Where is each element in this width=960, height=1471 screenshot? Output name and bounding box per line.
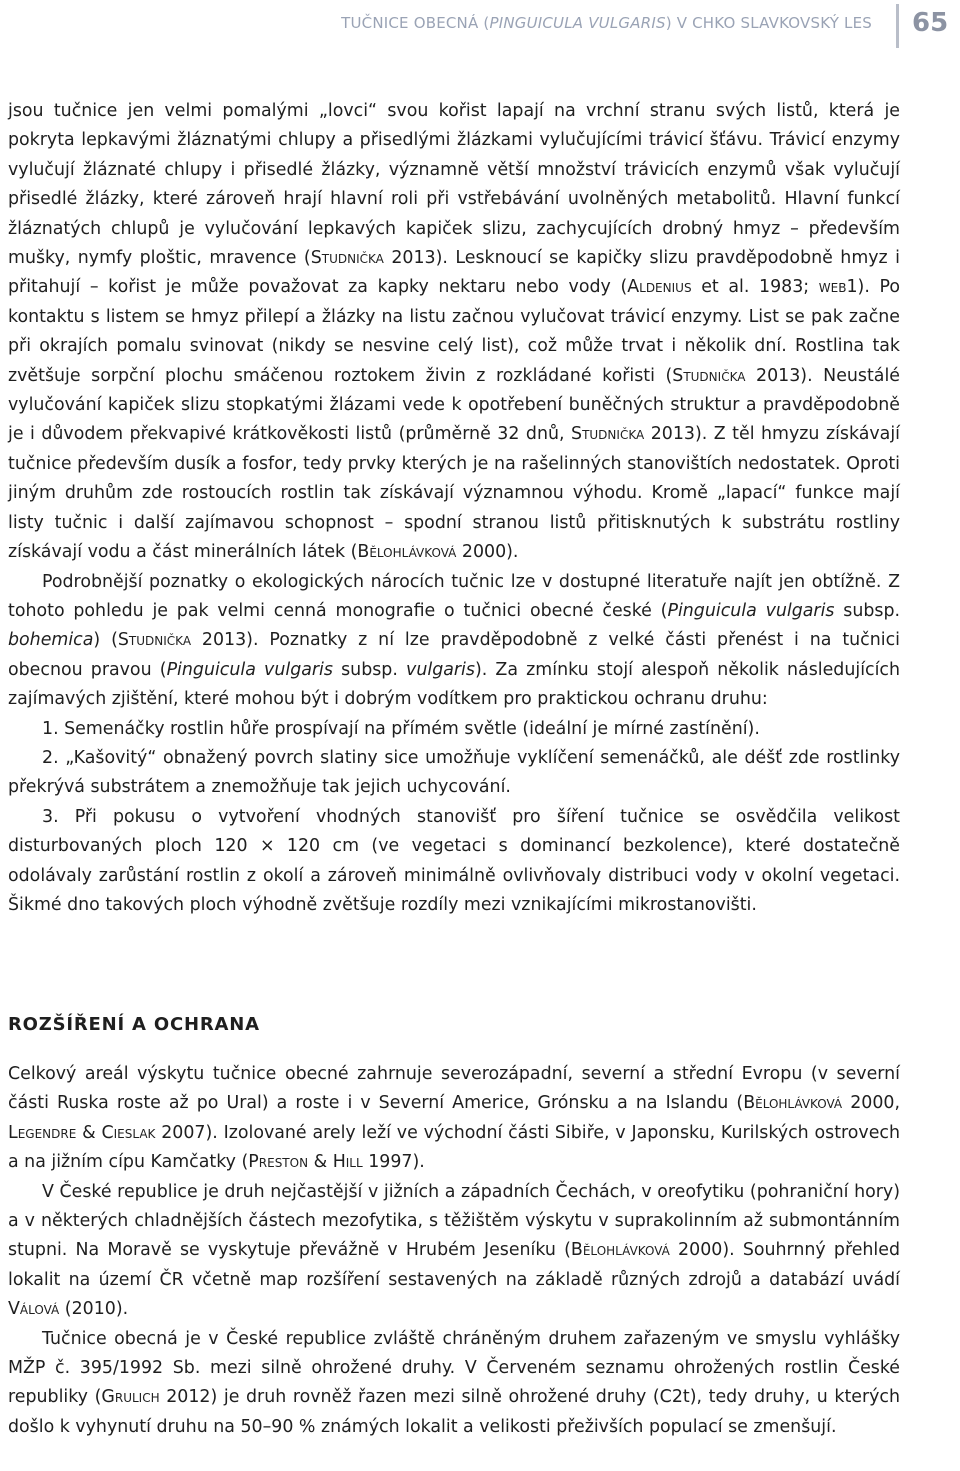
page-number: 65 [912, 8, 949, 38]
running-title-species: PINGUICULA VULGARIS [489, 14, 666, 32]
citation-author: Válová [8, 1299, 60, 1320]
paragraph: jsou tučnice jen velmi pomalými „lovci“ svou kořist lapají na vrchní stranu svých listů, která je pokryta lepkavými žláznatými chlupy a přisedlými žlázkami vylučujícími trávicí šťávu. Trávicí enzymy vylučují žláznaté chlupy i přisedlé žlázky, významně větší množství trávicích enzymů však vylučují přisedlé žlázky, které zároveň hrají hlavní roli při vstřebávání uvolněných metabolitů. Hlavní funkcí žláznatých chlupů je vylučování lepkavých kapiček slizu, zachycujících drobný hmyz – především mušky, nymfy ploštic, mravence (Studnička 2013). Lesknoucí se kapičky slizu pravděpodobně hmyz i přitahují – kořist je může považovat za kapky nektaru nebo vody (Aldenius et al. 1983; web1). Po kontaktu s listem se hmyz přilepí a žlázky na listu začnou vylučovat trávicí enzymy. List se pak začne při okrajích pomalu svinovat (nikdy se nesvine celý list), což může trvat i několik dní. Rostlina tak zvětšuje sorpční plochu smáčenou roztokem živin z rozkládané kořisti (Studnička 2013). Neustálé vylučování kapiček slizu stopkatými žlázami vede k opotřebení buněčných struktur a pravděpodobně je i důvodem překvapivé krátkověkosti listů (průměrně 32 dnů, Studnička 2013). Z těl hmyzu získávají tučnice především dusík a fosfor, tedy prvky kterých je na rašelinných stanovištích nedostatek. Oproti jiným druhům zde rostoucích rostlin tak získávají významnou výhodu. Kromě „lapací“ funkce mají listy tučnic i další zajímavou schopnost – spodní stranou listů přitisknutých k substrátu rostliny získávají vodu a část minerálních látek (Bělohlávková 2000). [8, 101, 900, 563]
citation-web: web [818, 277, 847, 298]
citation-author: Hill [332, 1152, 363, 1173]
paragraph: Podrobnější poznatky o ekologických nárocích tučnic lze v dostupné literatuře najít jen obtížně. Z tohoto pohledu je pak velmi cenná monografie o tučnici obecné české (Pinguicula vulgaris subsp. bohemica) (Studnička 2013). Poznatky z ní lze pravděpodobně z velké části přenést i na tučnici obecnou pravou (Pinguicula vulgaris subsp. vulgaris). Za zmínku stojí alespoň několik následujících zajímavých zjištění, které mohou být i dobrým vodítkem pro praktickou ochranu druhu: [8, 571, 901, 710]
citation-author: Bělohlávková [743, 1093, 843, 1114]
list-item: 1. Semenáčky rostlin hůře prospívají na přímém světle (ideální je mírné zastínění). [42, 718, 760, 739]
citation-author: Bělohlávková [357, 542, 457, 563]
citation-author: Studnička [117, 630, 192, 651]
citation-author: Bělohlávková [570, 1240, 670, 1261]
species-name: Pinguicula vulgaris [166, 659, 333, 680]
citation-author: Cieslak [101, 1122, 156, 1143]
paragraph: Celkový areál výskytu tučnice obecné zahrnuje severozápadní, severní a střední Evropu (v severní části Ruska roste až po Ural) a roste i v Severní Americe, Grónsku a na Islandu (Bělohlávková 2000, Legendre & Cieslak 2007). Izolované arely leží ve východní části Sibiře, v Japonsku, Kurilských ostrovech a na jižním cípu Kamčatky (Preston & Hill 1997). [8, 1064, 900, 1173]
citation-author: Aldenius [627, 277, 692, 298]
paragraph: Tučnice obecná je v České republice zvláště chráněným druhem zařazeným ve smyslu vyhlášky MŽP č. 395/1992 Sb. mezi silně ohrožené druhy. V Červeném seznamu ohrožených rostlin České republiky (Grulich 2012) je druh rovněž řazen mezi silně ohrožené druhy (C2t), tedy druhy, u kterých došlo k vyhynutí druhu na 50–90 % známých lokalit a velikosti přeživších populací se zmenšují. [8, 1328, 900, 1437]
citation-author: Studnička [310, 248, 384, 269]
section-text [8, 1060, 900, 1442]
citation-author: Studnička [672, 365, 746, 386]
paragraph: V České republice je druh nejčastější v jižních a západních Čechách, v oreofytiku (pohraniční hory) a v některých chladnějších částech mezofytika, s těžištěm výskytu v suprakolinním až submontánním stupni. Na Moravě se vyskytuje převážně v Hrubém Jeseníku (Bělohlávková 2000). Souhrnný přehled lokalit na území ČR včetně map rozšíření sestavených na základě různých zdrojů a databází uvádí Válová (2010). [8, 1181, 900, 1320]
list-item: 3. Při pokusu o vytvoření vhodných stanovišť pro šíření tučnice se osvědčila velikost disturbovaných ploch 120 × 120 cm (ve vegetaci s dominancí bezkolence), které dostatečně odolávaly zarůstání rostlin z okolí a zároveň minimálně ovlivňovaly distribuci vody v okolní vegetaci. Šikmé dno takových ploch výhodně zvětšuje rozdíly mezi vznikajícími mikrostanovišti. [8, 806, 900, 915]
section-heading: ROZŠÍŘENÍ A OCHRANA [8, 1014, 260, 1035]
citation-author: Grulich [101, 1387, 160, 1408]
list-item: 2. „Kašovitý“ obnažený povrch slatiny sice umožňuje vyklíčení semenáčků, ale déšť zde rostlinky překrývá substrátem a znemožňuje tak jejich uchycování. [8, 747, 900, 798]
species-name: Pinguicula vulgaris [667, 600, 835, 621]
species-name: vulgaris [406, 659, 475, 680]
citation-author: Preston [248, 1152, 309, 1173]
citation-author: Studnička [571, 424, 645, 445]
body-text [8, 97, 900, 920]
running-title-part: ) V CHKO SLAVKOVSKÝ LES [665, 14, 872, 32]
running-header [0, 14, 872, 32]
species-name: bohemica [8, 630, 94, 651]
header-divider [896, 4, 899, 48]
running-title-part: TUČNICE OBECNÁ ( [341, 14, 490, 32]
citation-author: Legendre [8, 1122, 77, 1143]
